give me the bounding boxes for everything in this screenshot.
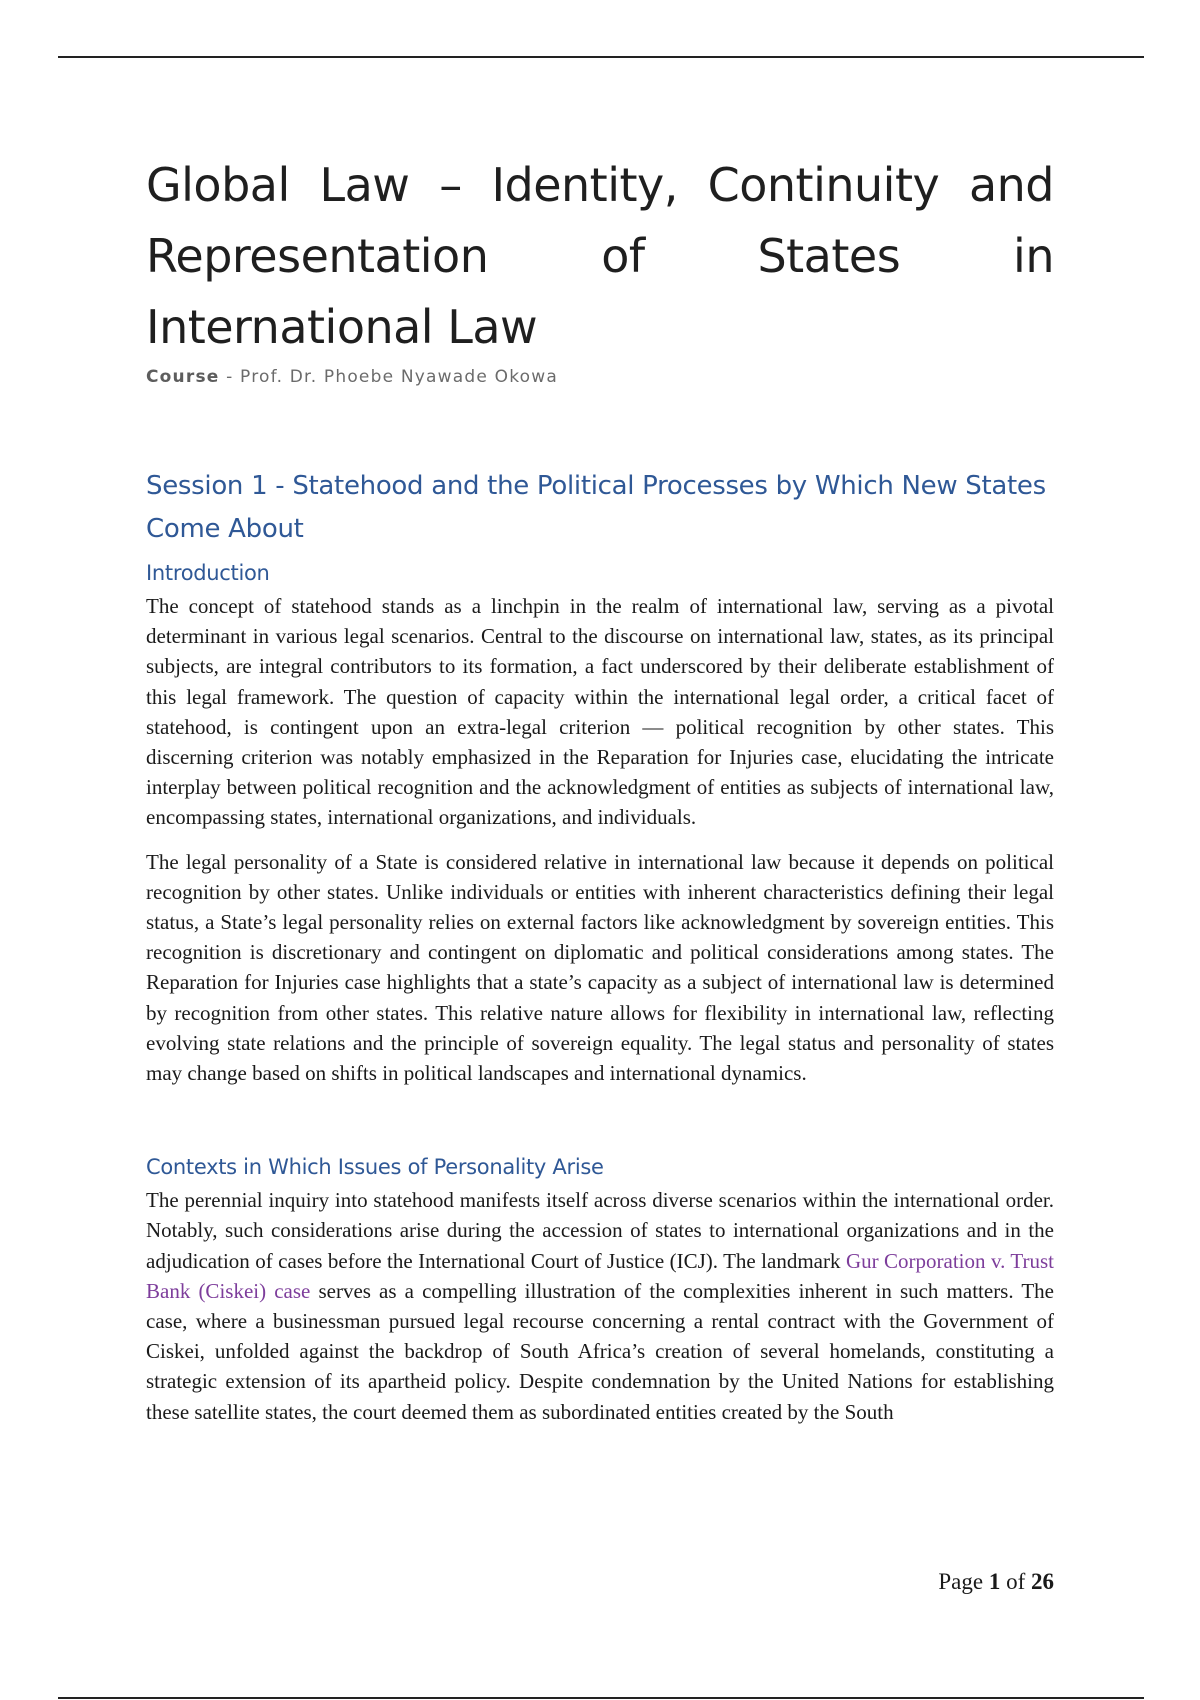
course-subtitle <box>146 367 1054 387</box>
page-content <box>146 150 1054 1427</box>
document-title: Global Law – Identity, Continuity and Representation of States in International Law <box>146 158 1054 354</box>
introduction-heading: Introduction <box>146 561 270 585</box>
page-word: Page <box>938 1569 984 1594</box>
contexts-paragraph <box>146 1185 1054 1427</box>
contexts-text-after-link: serves as a compelling illustration of the complexities inherent in such matters. The case, where a businessman pursued legal recourse concerning a rental contract with the Government of Ciskei, unfolded against the backdrop of South Africa’s creation of several homelands, constituting a strategic extension of its apartheid policy. Despite condemnation by the United Nations for establishing these satellite states, the court deemed them as subordinated entities created by the South <box>146 1278 1054 1424</box>
of-word: of <box>1006 1569 1026 1594</box>
bottom-rule <box>58 1697 1144 1699</box>
case-link[interactable]: Gur Corporation v. Trust Bank (Ciskei) case <box>146 1248 1054 1303</box>
top-rule <box>58 56 1144 58</box>
page-number <box>146 1569 1054 1595</box>
total-pages: 26 <box>1031 1569 1054 1594</box>
course-separator: - <box>219 367 241 387</box>
introduction-paragraph-1: The concept of statehood stands as a linchpin in the realm of international law, serving as a pivotal determinant in various legal scenarios. Central to the discourse on international law, states, as its principal subjects, are integral contributors to its formation, a fact underscored by their deliberate establishment of this legal framework. The question of capacity within the international legal order, a critical facet of statehood, is contingent upon an extra-legal criterion — political recognition by other states. This discerning criterion was notably emphasized in the Reparation for Injuries case, elucidating the intricate interplay between political recognition and the acknowledgment of entities as subjects of international law, encompassing states, international organizations, and individuals. <box>146 594 1054 830</box>
course-instructor: Prof. Dr. Phoebe Nyawade Okowa <box>240 367 558 387</box>
current-page: 1 <box>988 1569 1001 1594</box>
introduction-paragraph-2: The legal personality of a State is considered relative in international law because it depends on political recognition by other states. Unlike individuals or entities with inherent characteristics defining their legal status, a State’s legal personality relies on external factors like acknowledgment by sovereign entities. This recognition is discretionary and contingent on diplomatic and political considerations among states. The Reparation for Injuries case highlights that a state’s capacity as a subject of international law is determined by recognition from other states. This relative nature allows for flexibility in international law, reflecting evolving state relations and the principle of sovereign equality. The legal status and personality of states may change based on shifts in political landscapes and international dynamics. <box>146 849 1054 1086</box>
course-label: Course <box>146 367 220 387</box>
contexts-text-before-link: The perennial inquiry into statehood manifests itself across diverse scenarios within the international order. Notably, such considerations arise during the accession of states to international organizations and in the adjudication of cases before the International Court of Justice (ICJ). The landmark <box>146 1188 1054 1273</box>
contexts-heading: Contexts in Which Issues of Personality Arise <box>146 1155 604 1180</box>
session-heading: Session 1 - Statehood and the Political Processes by Which New States Come About <box>146 471 1046 544</box>
